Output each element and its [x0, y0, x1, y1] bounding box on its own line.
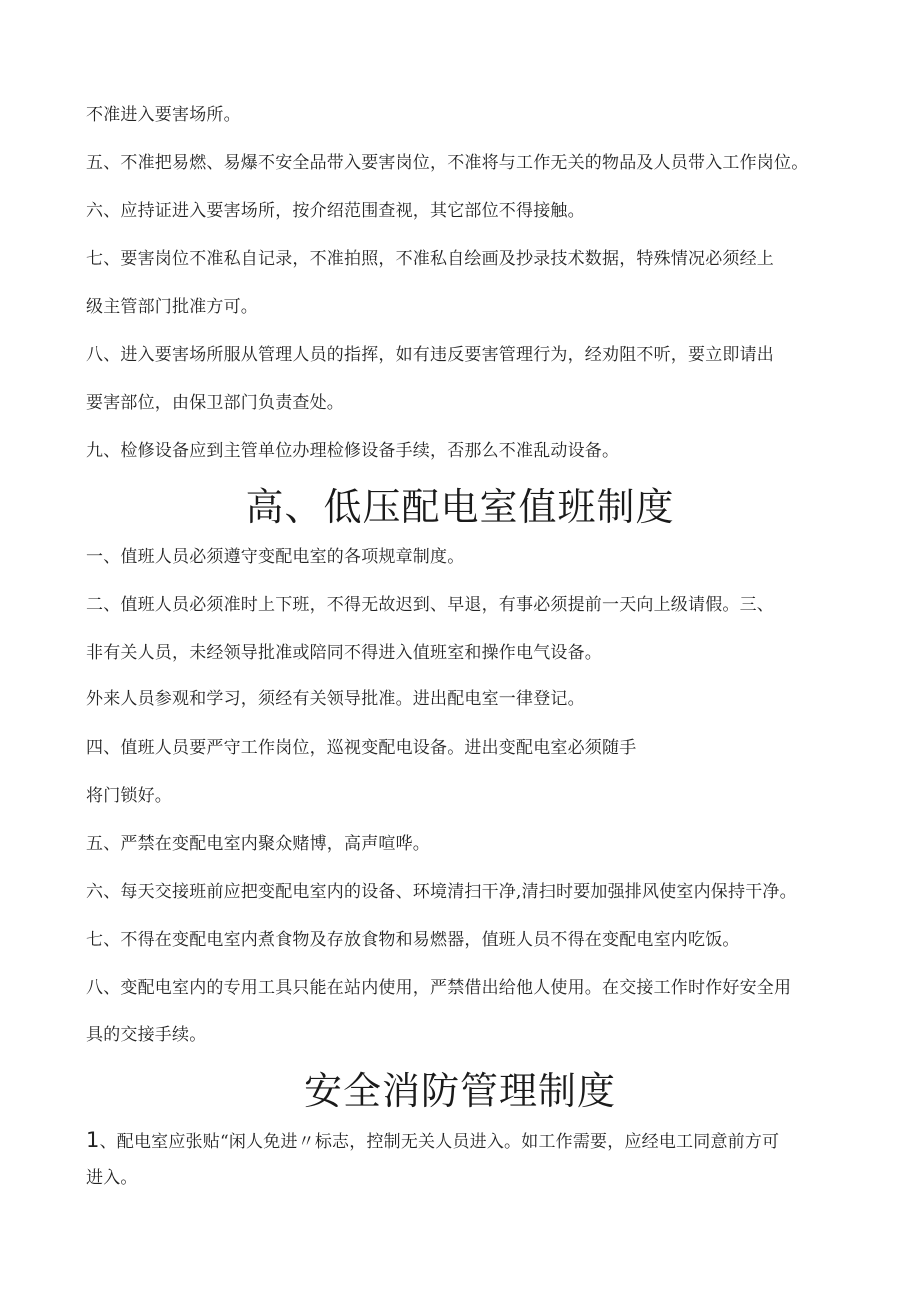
- text-line: 五、不准把易燃、易爆不安全品带入要害岗位，不准将与工作无关的物品及人员带入工作岗位。: [86, 153, 809, 173]
- text-line: 六、每天交接班前应把变配电室内的设备、环境清扫干净,清扫时要加强排风使室内保持干净。: [86, 882, 797, 902]
- item-number: 1: [86, 1128, 100, 1152]
- section-title: 高、低压配电室值班制度: [245, 485, 675, 529]
- text-line: 八、进入要害场所服从管理人员的指挥，如有违反要害管理行为，经劝阻不听，要立即请出: [86, 345, 774, 365]
- text-line: 六、应持证进入要害场所，按介绍范围查视，其它部位不得接触。: [86, 201, 585, 221]
- text-line: 七、要害岗位不准私自记录，不准拍照，不准私自绘画及抄录技术数据，特殊情况必须经上: [86, 249, 774, 269]
- text-line: 级主管部门批准方可。: [86, 297, 258, 317]
- text-line: 二、值班人员必须准时上下班，不得无故迟到、早退，有事必须提前一天向上级请假。三、: [86, 595, 774, 615]
- text-line: 一、值班人员必须遵守变配电室的各项规章制度。: [86, 547, 465, 567]
- text-line: 七、不得在变配电室内煮食物及存放食物和易燃器，值班人员不得在变配电室内吃饭。: [86, 930, 740, 950]
- text-line: 将门锁好。: [86, 786, 172, 806]
- text-line: 非有关人员，未经领导批准或陪同不得进入值班室和操作电气设备。: [86, 643, 602, 663]
- text-line: 五、严禁在变配电室内聚众赌博，高声喧哗。: [86, 834, 430, 854]
- item-text: 、配电室应张贴“闲人免进〃标志，控制无关人员进入。如工作需要，应经电工同意前方可: [99, 1132, 780, 1152]
- text-line: 不准进入要害场所。: [86, 105, 241, 125]
- text-line: 要害部位，由保卫部门负责查处。: [86, 393, 344, 413]
- section-title: 安全消防管理制度: [303, 1069, 616, 1113]
- text-line: 外来人员参观和学习，须经有关领导批准。进出配电室一律登记。: [86, 689, 585, 709]
- list-item: [86, 1129, 779, 1153]
- text-line: 八、变配电室内的专用工具只能在站内使用，严禁借出给他人使用。在交接工作时作好安全用: [86, 978, 792, 998]
- text-line: 进入。: [86, 1168, 138, 1188]
- text-line: 具的交接手续。: [86, 1025, 207, 1045]
- text-line: 四、值班人员要严守工作岗位，巡视变配电设备。进出变配电室必须随手: [86, 738, 637, 758]
- text-line: 九、检修设备应到主管单位办理检修设备手续，否那么不准乱动设备。: [86, 441, 620, 461]
